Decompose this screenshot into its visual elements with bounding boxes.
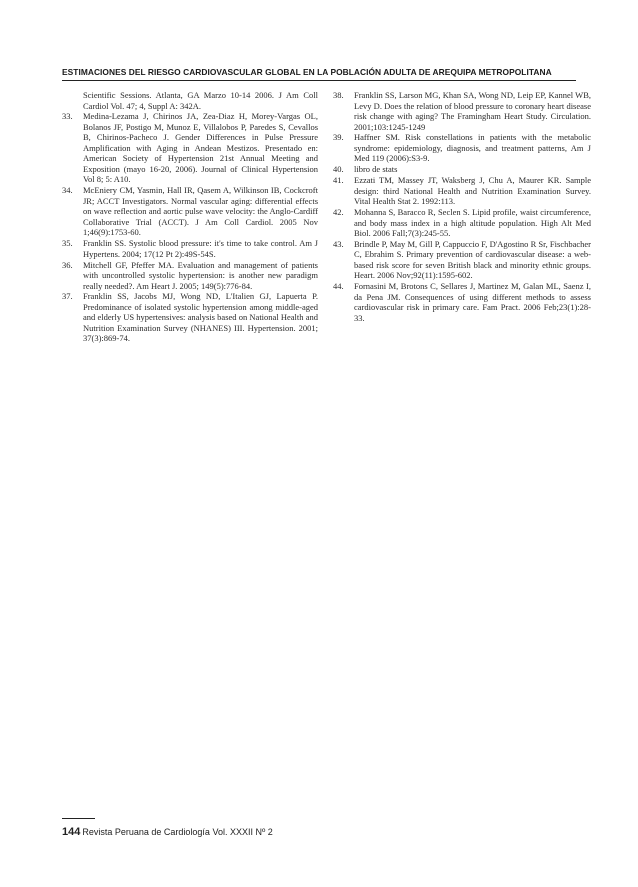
- reference-item: [62, 260, 318, 292]
- reference-number: 43.: [333, 238, 344, 249]
- references-right-column: [333, 90, 591, 324]
- reference-number: 36.: [62, 259, 73, 270]
- reference-item: [333, 132, 591, 164]
- reference-text: Haffner SM. Risk constellations in patients with the metabolic syndrome: epidemiology, diagnosis, and treatment patterns, Am J Med 119 (2006):S3-9.: [354, 132, 591, 164]
- reference-text: Mitchell GF, Pfeffer MA. Evaluation and management of patients with uncontrolled systolic hypertension: is another new paradigm really needed?. Am Heart J. 2005; 149(5):776-84.: [83, 259, 318, 291]
- page-number: 144: [62, 826, 81, 838]
- reference-text: Franklin SS, Jacobs MJ, Wong ND, L'Italien GJ, Lapuerta P. Predominance of isolated systolic hypertension among middle-aged and elderly US hypertensives: analysis based on National Health and Nutrition Examination Survey (NHANES) III. Hypertension. 2001; 37(3):869-74.: [83, 291, 318, 344]
- reference-item: [333, 207, 591, 239]
- reference-number: 40.: [333, 164, 344, 175]
- reference-item: [333, 90, 591, 132]
- header-rule: [62, 80, 576, 81]
- reference-number: 33.: [62, 111, 73, 122]
- reference-item: [333, 239, 591, 281]
- journal-citation: Revista Peruana de Cardiología Vol. XXXII Nº 2: [82, 827, 273, 837]
- reference-text: Franklin SS. Systolic blood pressure: it's time to take control. Am J Hypertens. 2004; 17(12 Pt 2):49S-54S.: [83, 238, 318, 259]
- page-footer: [62, 826, 273, 838]
- reference-text: Mohanna S, Baracco R, Seclen S. Lipid profile, waist circumference, and body mass index in a high altitude population. High Alt Med Biol. 2006 Fall;7(3):245-55.: [354, 207, 591, 239]
- reference-item: [62, 111, 318, 185]
- reference-number: 41.: [333, 175, 344, 186]
- reference-text: libro de stats: [354, 164, 398, 175]
- reference-text: Franklin SS, Larson MG, Khan SA, Wong ND, Leip EP, Kannel WB, Levy D. Does the relation of blood pressure to coronary heart disease risk change with aging? The Framingham Heart Study. Circulation. 2001;103:1245-1249: [354, 90, 591, 132]
- reference-number: 34.: [62, 185, 73, 196]
- reference-item: [333, 164, 591, 175]
- reference-item: [62, 90, 318, 111]
- reference-text: Medina-Lezama J, Chirinos JA, Zea-Diaz H, Morey-Vargas OL, Bolanos JF, Postigo M, Munoz E, Villalobos P, Paredes S, Cevallos B, Chirinos-Pacheco J. Gender Differences in Pulse Pressure Amplification with Aging in Andean Mestizos. Presentado en: American Society of Hypertension 21st Annual Meeting and Exposition (mayo 16-20, 2006). Journal of Clinical Hypertension Vol 8; 5: A10.: [83, 111, 318, 185]
- reference-number: 39.: [333, 132, 344, 143]
- reference-text: Brindle P, May M, Gill P, Cappuccio F, D'Agostino R Sr, Fischbacher C, Ebrahim S. Primary prevention of cardiovascular disease: a web-based risk score for seven British black and minority ethnic groups. Heart. 2006 Nov;92(11):1595-602.: [354, 238, 591, 281]
- references-left-column: [62, 90, 318, 344]
- reference-item: [62, 291, 318, 344]
- footer-rule: [62, 818, 95, 819]
- reference-number: 42.: [333, 207, 344, 218]
- reference-item: [333, 281, 591, 323]
- reference-text: Ezzati TM, Massey JT, Waksberg J, Chu A, Maurer KR. Sample design: third National Health and Nutrition Examination Survey. Vital Health Stat 2. 1992:113.: [354, 175, 591, 207]
- reference-number: 38.: [333, 90, 344, 100]
- reference-item: [333, 175, 591, 207]
- reference-number: 35.: [62, 238, 73, 249]
- reference-text: McEniery CM, Yasmin, Hall IR, Qasem A, Wilkinson IB, Cockcroft JR; ACCT Investigators. Normal vascular aging: differential effects on wave reflection and aortic pulse wave velocity: the Anglo-Cardiff Collaborative Trial (ACCT). J Am Coll Cardiol. 2005 Nov 1;46(9):1753-60.: [83, 185, 318, 238]
- running-header: ESTIMACIONES DEL RIESGO CARDIOVASCULAR GLOBAL EN LA POBLACIÓN ADULTA DE AREQUIPA METROPOLITANA: [62, 67, 552, 77]
- reference-item: [62, 238, 318, 259]
- reference-number: 37.: [62, 291, 73, 302]
- reference-item: [62, 185, 318, 238]
- reference-text: Scientific Sessions. Atlanta, GA Marzo 10-14 2006. J Am Coll Cardiol Vol. 47; 4, Suppl A: 342A.: [83, 90, 318, 111]
- reference-text: Fornasini M, Brotons C, Sellares J, Martinez M, Galan ML, Saenz I, da Pena JM. Consequences of using different methods to assess cardiovascular risk in primary care. Fam Pract. 2006 Feb;23(1):28-33.: [354, 281, 591, 323]
- reference-number: 44.: [333, 281, 344, 292]
